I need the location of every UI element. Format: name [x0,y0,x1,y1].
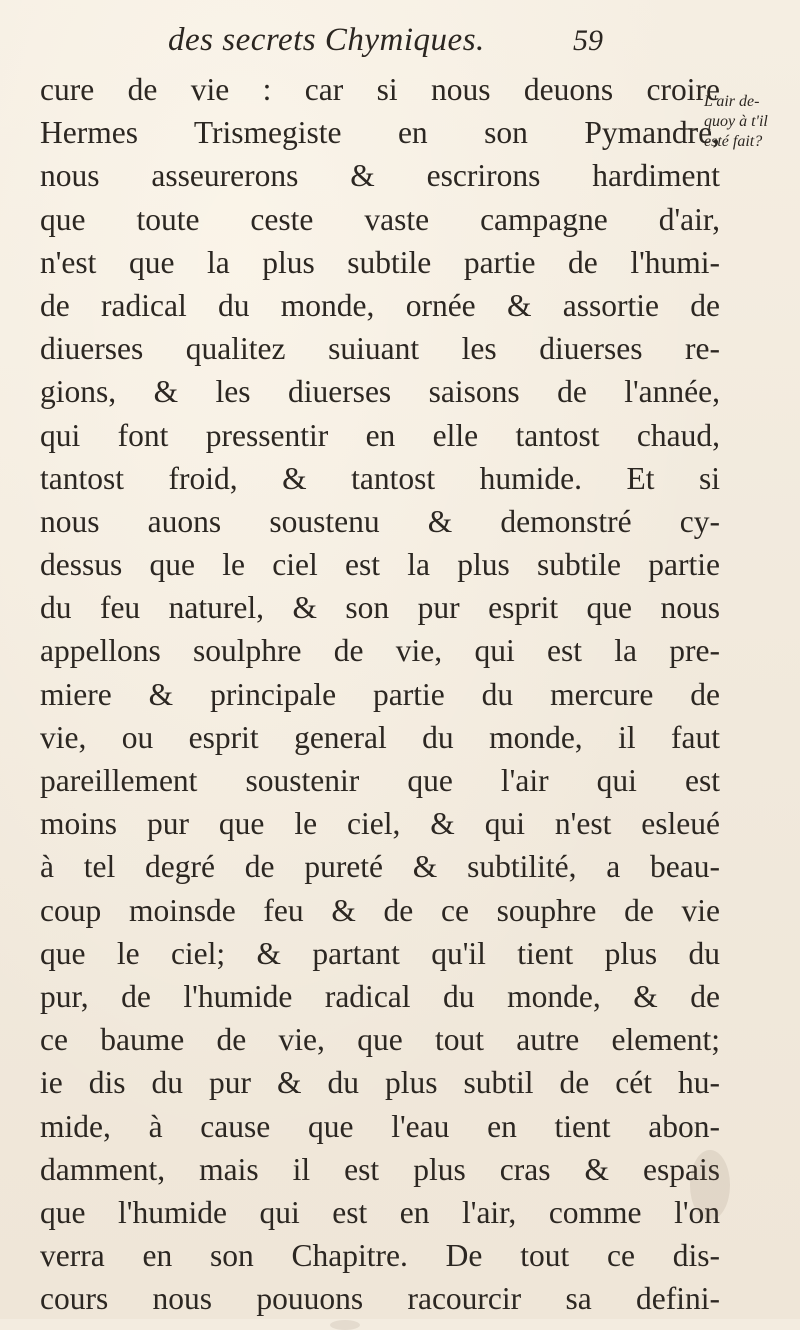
text-line: que le ciel; & partant qu'il tient plus du [40,935,720,971]
text-line: moins pur que le ciel, & qui n'est esleué [40,806,720,842]
text-line: gions, & les diuerses saisons de l'année, [40,374,720,410]
text-line: pur, de l'humide radical du monde, & de [40,978,720,1014]
text-line: verra en son Chapitre. De tout ce dis- [40,1238,720,1274]
text-line: vie, ou esprit general du monde, il faut [40,719,720,755]
text-line: nous asseurerons & escrirons hardiment [40,158,720,194]
text-line: à tel degré de pureté & subtilité, a beau- [40,849,720,885]
text-line: Hermes Trismegiste en son Pymandre, [40,115,720,151]
paper-stain [690,1150,730,1220]
text-line: ce baume de vie, que tout autre element; [40,1022,720,1058]
text-line: appellons soulphre de vie, qui est la pre- [40,633,720,669]
text-line: mide, à cause que l'eau en tient abon- [40,1108,720,1144]
text-line: cure de vie : car si nous deuons croire [40,72,720,107]
marginal-note-line: esté fait? [704,133,763,150]
text-line: de radical du monde, ornée & assortie de [40,287,720,323]
text-line: que toute ceste vaste campagne d'air, [40,201,720,237]
text-line: que l'humide qui est en l'air, comme l'on [40,1194,720,1230]
text-line: tantost froid, & tantost humide. Et si [40,460,720,496]
text-line: n'est que la plus subtile partie de l'humi- [40,244,720,280]
text-line: cours nous pouuons racourcir sa defini- [40,1281,720,1317]
text-line: coup moinsde feu & de ce souphre de vie [40,892,720,928]
paper-stain [330,1320,360,1330]
text-line: damment, mais il est plus cras & espais [40,1151,720,1187]
text-line: ie dis du pur & du plus subtil de cét hu- [40,1065,720,1101]
marginal-note-line: L'air de- [704,93,760,110]
text-line: nous auons soustenu & demonstré cy- [40,503,720,539]
text-line: dessus que le ciel est la plus subtile partie [40,547,720,583]
body-text [40,68,720,1320]
text-line: pareillement soustenir que l'air qui est [40,763,720,798]
text-line: qui font pressentir en elle tantost chaud, [40,417,720,453]
text-line: diuerses qualitez suiuant les diuerses re- [40,331,720,367]
marginal-note-line: quoy à t'il [704,113,768,130]
running-head: des secrets Chymiques. [168,22,485,58]
page-number: 59 [573,24,603,57]
text-line: du feu naturel, & son pur esprit que nous [40,590,720,626]
text-line: miere & principale partie du mercure de [40,676,720,712]
